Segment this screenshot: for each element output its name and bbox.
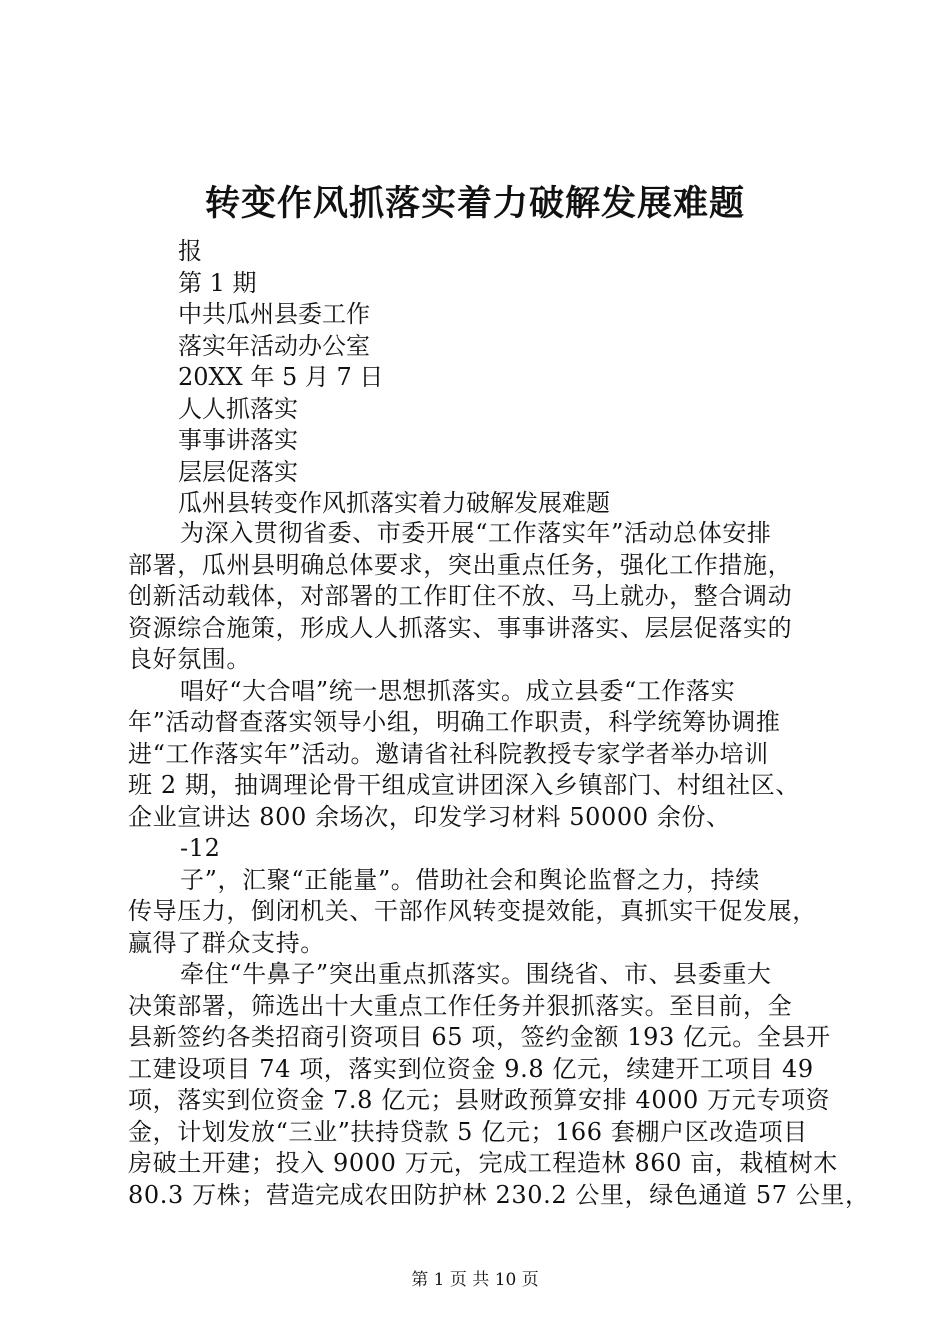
page-break-marker: -12 (180, 834, 221, 862)
header-line: 报 (178, 237, 202, 265)
header-line: 中共瓜州县委工作 (178, 300, 370, 328)
body-line: 部署，瓜州县明确总体要求，突出重点任务，强化工作措施， (128, 550, 793, 579)
body-line: 房破土开建；投入 9000 万元，完成工程造林 860 亩，栽植树木 (128, 1149, 838, 1177)
document-title: 转变作风抓落实着力破解发展难题 (204, 183, 745, 224)
body-line: 年”活动督查落实领导小组，明确工作职责，科学统筹协调推 (128, 708, 781, 736)
body-line: 唱好“大合唱”统一思想抓落实。成立县委“工作落实 (180, 676, 736, 705)
body-line: 县新签约各类招商引资项目 65 项，签约金额 193 亿元。全县开 (128, 1023, 831, 1051)
header-line: 落实年活动办公室 (178, 331, 370, 360)
body-line: 资源综合施策，形成人人抓落实、事事讲落实、层层促落实的 (128, 613, 793, 642)
body-line: 传导压力，倒闭机关、干部作风转变提效能，真抓实干促发展， (128, 897, 817, 925)
page-footer: 第 1 页 共 10 页 (411, 1270, 539, 1290)
header-line: 事事讲落实 (178, 426, 298, 454)
body-line: 子”，汇聚“正能量”。借助社会和舆论监督之力，持续 (180, 865, 760, 894)
body-line: 企业宣讲达 800 余场次，印发学习材料 50000 余份、 (128, 802, 731, 831)
body-line: 80.3 万株；营造完成农田防护林 230.2 公里，绿色通道 57 公里， (128, 1180, 870, 1209)
body-line: 赢得了群众支持。 (128, 928, 325, 957)
header-line: 瓜州县转变作风抓落实着力破解发展难题 (178, 489, 610, 517)
header-line: 第 1 期 (178, 268, 257, 297)
header-line: 20XX 年 5 月 7 日 (178, 363, 384, 391)
body-line: 工建设项目 74 项，落实到位资金 9.8 亿元，续建开工项目 49 (128, 1054, 814, 1083)
body-line: 为深入贯彻省委、市委开展“工作落实年”活动总体安排 (180, 519, 772, 547)
body-line: 项，落实到位资金 7.8 亿元；县财政预算安排 4000 万元专项资 (128, 1086, 831, 1114)
body-line: 牵住“牛鼻子”突出重点抓落实。围绕省、市、县委重大 (180, 960, 772, 988)
body-line: 班 2 期，抽调理论骨干组成宣讲团深入乡镇部门、村组社区、 (128, 771, 800, 799)
body-line: 金，计划发放“三业”扶持贷款 5 亿元；166 套棚户区改造项目 (128, 1117, 808, 1146)
body-line: 良好氛围。 (128, 645, 251, 673)
header-line: 层层促落实 (178, 457, 298, 486)
body-line: 决策部署，筛选出十大重点工作任务并狠抓落实。至目前，全 (128, 991, 793, 1020)
document-body (128, 518, 870, 1211)
header-line: 人人抓落实 (178, 394, 298, 423)
body-line: 创新活动载体，对部署的工作盯住不放、马上就办，整合调动 (128, 582, 793, 610)
body-line: 进“工作落实年”活动。邀请省社科院教授专家学者举办培训 (128, 739, 769, 768)
document-header-block (178, 236, 878, 520)
